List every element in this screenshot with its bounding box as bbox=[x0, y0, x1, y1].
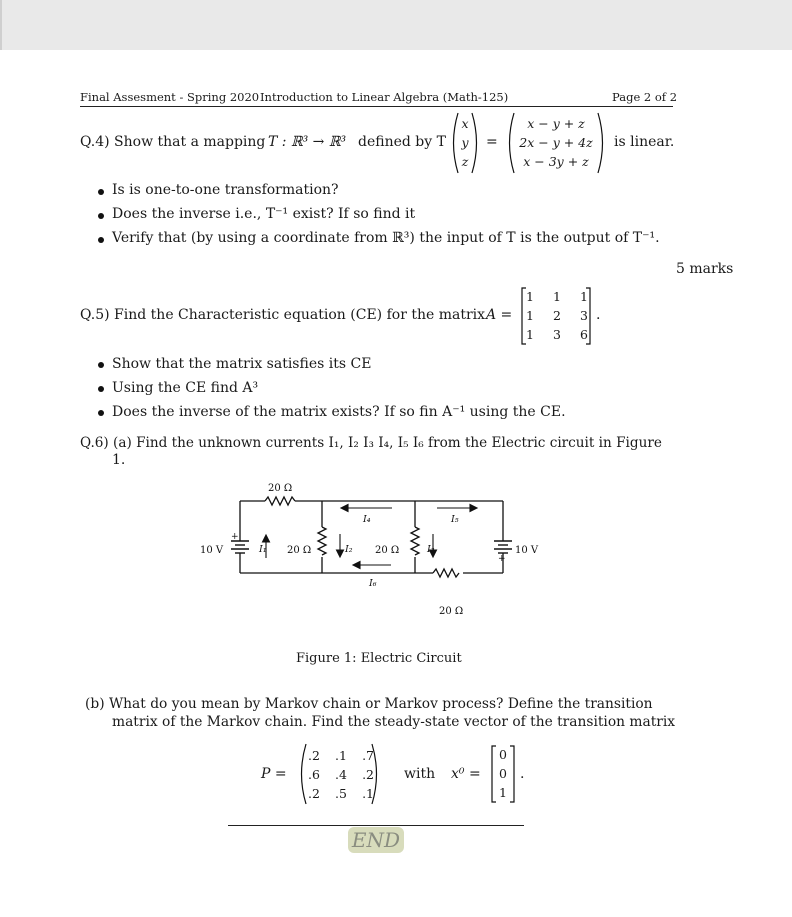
q5-period: . bbox=[596, 307, 601, 323]
label-r-mid2: 20 Ω bbox=[375, 545, 400, 556]
q5-matrix-name: A = bbox=[486, 307, 513, 323]
q4-marks: 5 marks bbox=[676, 261, 734, 277]
q4-output-row-2: 2x − y + 4z bbox=[519, 135, 593, 150]
bullet-icon bbox=[98, 410, 104, 416]
header-exam-title: Final Assesment - Spring 2020 bbox=[80, 90, 260, 104]
viewer-top-bar bbox=[0, 0, 792, 50]
label-r-bottom: 20 Ω bbox=[439, 606, 464, 617]
label-v-right: 10 V bbox=[515, 545, 539, 556]
label-i5: I₅ bbox=[451, 514, 459, 525]
q5-bullet-2: Using the CE find A³ bbox=[112, 380, 259, 396]
q4-suffix: is linear. bbox=[614, 134, 675, 150]
q4-input-z: z bbox=[461, 154, 469, 169]
q4-defined-by: defined by T bbox=[358, 134, 446, 150]
label-i3: I₃ bbox=[427, 544, 435, 555]
label-i2: I₂ bbox=[345, 544, 353, 555]
bullet-icon bbox=[98, 189, 104, 195]
label-r-mid1: 20 Ω bbox=[287, 545, 312, 556]
q6-line-2: 1. bbox=[112, 452, 126, 468]
end-marker: END bbox=[348, 827, 404, 853]
bullet-icon bbox=[98, 362, 104, 368]
initial-vector-name: x⁰ = bbox=[451, 766, 481, 782]
q4-bullet-2: Does the inverse i.e., T⁻¹ exist? If so find it bbox=[112, 206, 416, 222]
q4-input-vector bbox=[452, 114, 478, 171]
bullet-icon bbox=[98, 213, 104, 219]
q5-bullet-3: Does the inverse of the matrix exists? If so fin A⁻¹ using the CE. bbox=[112, 404, 566, 420]
label-i1: I₁ bbox=[259, 544, 267, 555]
q4-input-x: x bbox=[461, 116, 469, 131]
q4-bullet-3: Verify that (by using a coordinate from ℝ³) the input of T is the output of T⁻¹. bbox=[112, 230, 660, 246]
markov-with: with bbox=[404, 766, 436, 782]
label-i6: I₆ bbox=[369, 578, 377, 589]
battery-right-plus: + bbox=[498, 554, 506, 564]
header-rule bbox=[80, 106, 673, 107]
q6-line-1: Q.6) (a) Find the unknown currents I₁, I₂ I₃ I₄, I₅ I₆ from the Electric circuit in Figure bbox=[80, 435, 662, 451]
q6b-line-1: (b) What do you mean by Markov chain or Markov process? Define the transition bbox=[85, 696, 653, 712]
markov-matrix: .2 .1 .7 .6 .4 .2 .2 .5 .1 bbox=[308, 748, 374, 801]
q5-bullet-1: Show that the matrix satisfies its CE bbox=[112, 356, 372, 372]
q4-output-vector bbox=[510, 114, 602, 171]
battery-left-plus: + bbox=[231, 532, 239, 542]
q5-prefix: Q.5) Find the Characteristic equation (CE) for the matrix bbox=[80, 307, 486, 323]
q4-prefix: Q.4) Show that a mapping bbox=[80, 134, 266, 150]
q4-output-row-3: x − 3y + z bbox=[523, 154, 589, 169]
resistor-top bbox=[265, 497, 295, 505]
q4-mapping: T : ℝ³ → ℝ³ bbox=[268, 134, 347, 150]
initial-vector: 0 0 1 bbox=[499, 747, 507, 800]
label-i4: I₄ bbox=[363, 514, 371, 525]
label-r-top: 20 Ω bbox=[268, 483, 293, 494]
bullet-icon bbox=[98, 237, 104, 243]
resistor-mid-1 bbox=[318, 527, 326, 555]
label-v-left: 10 V bbox=[200, 545, 224, 556]
q4-bullet-1: Is is one-to-one transformation? bbox=[112, 182, 339, 198]
q6b-line-2: matrix of the Markov chain. Find the steady-state vector of the transition matrix bbox=[112, 714, 676, 730]
q4-input-y: y bbox=[461, 135, 469, 150]
resistor-bottom bbox=[433, 569, 459, 577]
header-page-number: Page 2 of 2 bbox=[612, 90, 678, 104]
header-course: Introduction to Linear Algebra (Math-125) bbox=[260, 90, 509, 104]
markov-matrix-name: P = bbox=[261, 766, 287, 782]
q5-matrix: 1 1 1 1 2 3 1 3 6 bbox=[526, 289, 588, 342]
resistor-mid-2 bbox=[411, 527, 419, 555]
markov-period: . bbox=[520, 766, 525, 782]
q4-equals: = bbox=[486, 134, 498, 150]
figure-caption: Figure 1: Electric Circuit bbox=[296, 651, 462, 666]
q4-output-row-1: x − y + z bbox=[527, 116, 585, 131]
bullet-icon bbox=[98, 386, 104, 392]
electric-circuit-figure bbox=[190, 478, 550, 624]
